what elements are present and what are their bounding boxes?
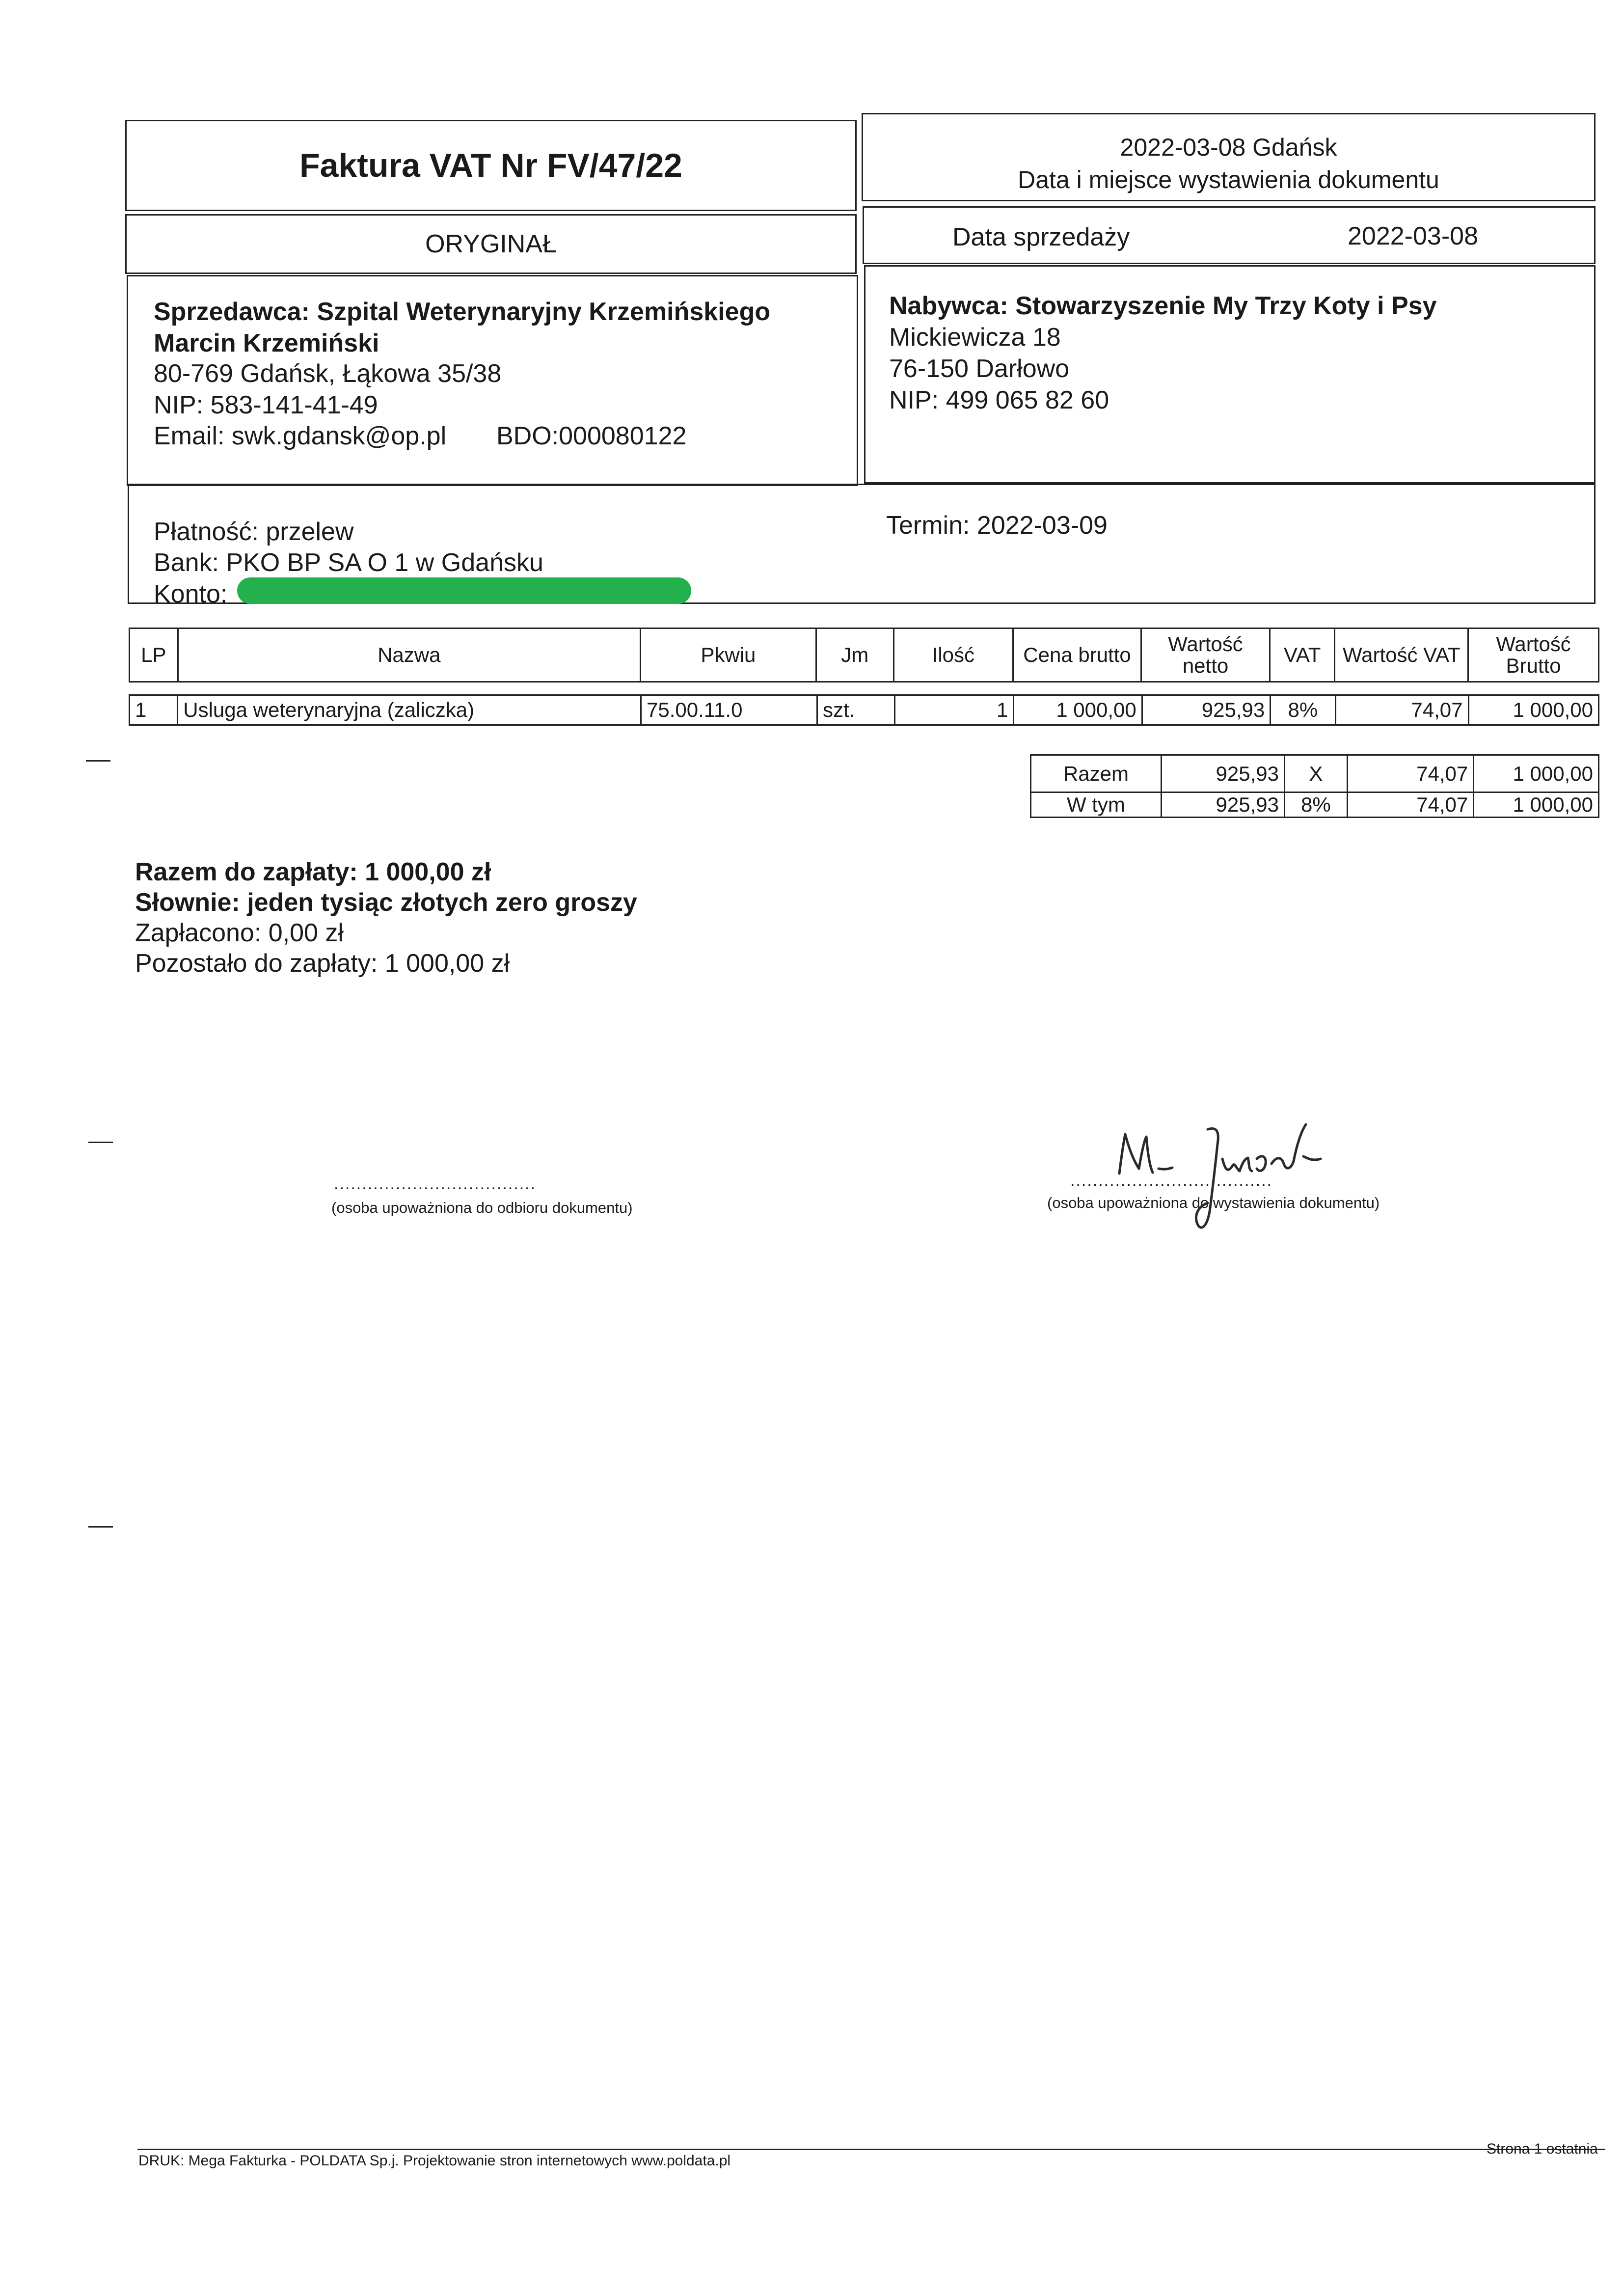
summary-row	[1031, 755, 1599, 793]
issue-date-place: 2022-03-08 Gdańsk	[1120, 134, 1337, 161]
seller-name: Marcin Krzemiński	[154, 329, 379, 357]
sale-date-label: Data sprzedaży	[952, 223, 1130, 251]
summary-vat: 8%	[1285, 793, 1348, 818]
payment-term: Termin: 2022-03-09	[886, 511, 1108, 540]
copy-label: ORYGINAŁ	[425, 230, 557, 258]
seller-bdo: BDO:000080122	[496, 422, 687, 450]
issuer-signature-line: ....................................	[1070, 1171, 1273, 1190]
col-cena-brutto: Cena brutto	[1013, 629, 1141, 682]
col-pkwiu: Pkwiu	[640, 629, 816, 682]
seller-address: 80-769 Gdańsk, Łąkowa 35/38	[154, 359, 502, 388]
seller-box	[127, 275, 858, 486]
issue-date-caption: Data i miejsce wystawienia dokumentu	[1018, 166, 1439, 193]
col-vat: VAT	[1270, 629, 1335, 682]
margin-mark	[86, 760, 110, 762]
col-wartosc-netto: Wartość netto	[1141, 629, 1270, 682]
cell-nazwa: Usluga weterynaryjna (zaliczka)	[178, 695, 641, 725]
col-wartosc-brutto: Wartość Brutto	[1468, 629, 1599, 682]
total-in-words: Słownie: jeden tysiąc złotych zero groszy	[135, 888, 637, 917]
summary-table	[1030, 754, 1599, 818]
total-paid: Zapłacono: 0,00 zł	[135, 919, 344, 947]
cell-cena-brutto: 1 000,00	[1014, 695, 1142, 725]
summary-vat-value: 74,07	[1347, 793, 1474, 818]
col-jm: Jm	[816, 629, 893, 682]
buyer-city: 76-150 Darłowo	[889, 355, 1070, 383]
cell-wartosc-netto: 925,93	[1142, 695, 1270, 725]
summary-row	[1031, 793, 1599, 818]
buyer-box	[864, 265, 1596, 484]
cell-ilosc: 1	[895, 695, 1014, 725]
cell-wartosc-vat: 74,07	[1335, 695, 1468, 725]
receiver-caption: (osoba upoważniona do odbioru dokumentu)	[331, 1199, 633, 1216]
issue-date-box	[862, 113, 1596, 201]
buyer-nip: NIP: 499 065 82 60	[889, 386, 1109, 414]
cell-wartosc-brutto: 1 000,00	[1468, 695, 1598, 725]
cell-jm: szt.	[817, 695, 895, 725]
summary-netto: 925,93	[1161, 755, 1284, 793]
summary-vat: X	[1285, 755, 1348, 793]
footer-print-info: DRUK: Mega Fakturka - POLDATA Sp.j. Projektowanie stron internetowych www.poldata.pl	[138, 2153, 731, 2169]
seller-nip: NIP: 583-141-41-49	[154, 391, 378, 419]
issuer-signature	[1109, 1115, 1355, 1242]
summary-label: Razem	[1031, 755, 1162, 793]
summary-vat-value: 74,07	[1347, 755, 1474, 793]
total-remaining: Pozostało do zapłaty: 1 000,00 zł	[135, 949, 510, 978]
cell-lp: 1	[130, 695, 178, 725]
buyer-street: Mickiewicza 18	[889, 323, 1061, 352]
seller-email: Email: swk.gdansk@op.pl	[154, 422, 447, 450]
buyer-heading: Nabywca: Stowarzyszenie My Trzy Koty i Psy	[889, 292, 1437, 320]
summary-label: W tym	[1031, 793, 1162, 818]
col-wartosc-vat: Wartość VAT	[1335, 629, 1468, 682]
footer-rule	[137, 2149, 1605, 2150]
invoice-title-box	[125, 120, 857, 211]
payment-method: Płatność: przelew	[154, 518, 354, 546]
col-nazwa: Nazwa	[178, 629, 640, 682]
copy-label-box	[125, 214, 857, 274]
account-redaction	[237, 577, 691, 604]
summary-netto: 925,93	[1161, 793, 1284, 818]
sale-date-box	[863, 206, 1596, 264]
col-lp: LP	[130, 629, 178, 682]
total-to-pay: Razem do zapłaty: 1 000,00 zł	[135, 858, 491, 886]
cell-pkwiu: 75.00.11.0	[641, 695, 817, 725]
table-row	[130, 695, 1599, 725]
cell-vat: 8%	[1271, 695, 1335, 725]
items-table-header	[129, 628, 1599, 683]
seller-heading: Sprzedawca: Szpital Weterynaryjny Krzemińskiego	[154, 298, 771, 326]
payment-bank: Bank: PKO BP SA O 1 w Gdańsku	[154, 548, 543, 577]
footer-page: Strona 1 ostatnia	[1487, 2141, 1598, 2157]
receiver-signature-line: ....................................	[334, 1175, 537, 1193]
invoice-title: Faktura VAT Nr FV/47/22	[299, 147, 682, 184]
col-ilosc: Ilość	[893, 629, 1013, 682]
payment-account-label: Konto:	[154, 580, 228, 608]
summary-brutto: 1 000,00	[1474, 755, 1599, 793]
sale-date-value: 2022-03-08	[1348, 222, 1478, 250]
summary-brutto: 1 000,00	[1474, 793, 1599, 818]
margin-mark	[88, 1526, 113, 1528]
items-table-body	[129, 694, 1599, 726]
issuer-caption: (osoba upoważniona do wystawienia dokumentu)	[1047, 1194, 1380, 1211]
margin-mark	[88, 1142, 113, 1143]
